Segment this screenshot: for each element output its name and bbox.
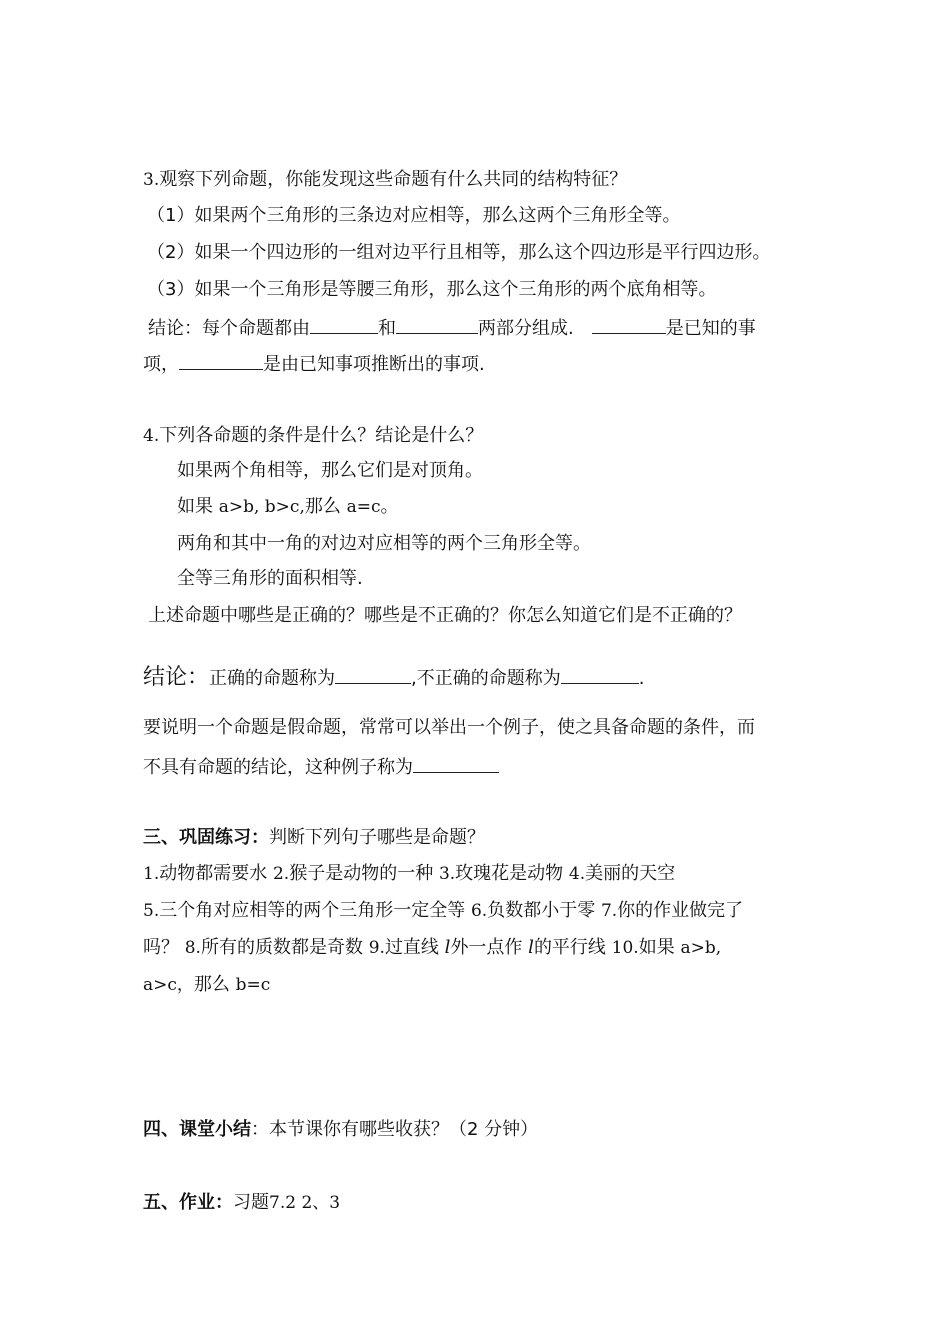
section4-followup: 上述命题中哪些是正确的？哪些是不正确的？你怎么知道它们是不正确的？ — [148, 605, 742, 626]
question-text: 动物都需要水 — [159, 863, 268, 884]
question-text: 外一点作 — [450, 937, 523, 958]
practice-line-3 — [143, 936, 721, 960]
conclusion-label: 结论： — [143, 665, 210, 690]
question-number: 4. — [568, 864, 586, 884]
section3-number: 3. — [143, 170, 160, 190]
math-expression: a>c， — [143, 975, 194, 995]
section3-conclusion — [148, 315, 756, 341]
section4-item-2 — [177, 495, 399, 519]
section4-conclusion — [143, 664, 644, 693]
question-number: 9. — [368, 938, 385, 958]
question-number: 5. — [143, 901, 160, 921]
conclusion-text: 正确的命题称为 — [209, 668, 336, 689]
question-text: 那么 — [193, 974, 230, 995]
math-expression: b=c — [235, 975, 271, 995]
conclusion-text: . — [638, 668, 645, 689]
section4-item-3: 两角和其中一角的对边对应相等的两个三角形全等。 — [177, 533, 591, 554]
question-text: 如果 — [638, 937, 675, 958]
section3-question-text: 观察下列命题，你能发现这些命题有什么共同的结构特征？ — [159, 169, 628, 190]
practice-prompt: 判断下列句子哪些是命题？ — [269, 827, 485, 848]
line-symbol: l — [528, 937, 534, 958]
fill-blank[interactable] — [335, 665, 411, 684]
section4-question-text: 下列各命题的条件是什么？结论是什么？ — [159, 425, 484, 446]
item-text: 如果 — [177, 496, 213, 517]
practice-line-1 — [143, 862, 675, 886]
math-expression: a>b, b>c, — [218, 497, 305, 517]
conclusion-text: 是由已知事项推断出的事项. — [263, 354, 485, 375]
conclusion-label: 结论： — [148, 318, 202, 339]
question-text: 猴子是动物的一种 — [289, 863, 434, 884]
conclusion-text: 是已知的事 — [665, 318, 756, 339]
math-expression: a=c — [346, 497, 381, 517]
fill-blank[interactable] — [396, 315, 478, 334]
conclusion-text: 和 — [378, 318, 396, 339]
section3-item-1 — [147, 204, 680, 228]
section4-question — [143, 424, 483, 448]
fill-blank[interactable] — [413, 754, 499, 773]
item-text: 如果一个三角形是等腰三角形，那么这个三角形的两个底角相等。 — [194, 279, 717, 300]
section4-explain-line1: 要说明一个命题是假命题，常常可以举出一个例子，使之具备命题的条件，而 — [143, 717, 755, 738]
question-text: 美丽的天空 — [585, 863, 676, 884]
question-text: 所有的质数都是奇数 — [200, 937, 363, 958]
summary-colon: ： — [251, 1119, 269, 1140]
homework-line — [143, 1191, 340, 1215]
homework-text: 习题 — [233, 1192, 269, 1213]
question-number: 10. — [611, 938, 639, 958]
math-expression: a>b, — [680, 938, 722, 958]
question-text: 你的作业做完了 — [617, 900, 744, 921]
section4-item-1: 如果两个角相等，那么它们是对顶角。 — [177, 460, 483, 481]
question-text: 负数都小于零 — [487, 900, 596, 921]
section3-conclusion-cont — [143, 351, 485, 377]
explain-text: 不具有命题的结论，这种例子称为 — [143, 757, 413, 778]
summary-time: （2 分钟） — [449, 1119, 539, 1140]
homework-reference: 7.2 2、3 — [269, 1193, 341, 1213]
item-text: 。 — [380, 496, 399, 517]
fill-blank[interactable] — [561, 665, 639, 684]
section3-question — [143, 168, 627, 192]
conclusion-text: 两部分组成. — [478, 318, 574, 339]
fill-blank[interactable] — [592, 315, 666, 334]
question-number: 3. — [438, 864, 456, 884]
practice-line-2 — [143, 899, 743, 923]
question-number: 8. — [184, 938, 201, 958]
conclusion-text: 每个命题都由 — [202, 318, 310, 339]
section3-item-2 — [147, 241, 770, 265]
summary-line — [143, 1118, 538, 1142]
item-text: 那么 — [304, 496, 341, 517]
section4-explain-line2 — [143, 754, 499, 780]
homework-heading: 五、作业： — [143, 1192, 233, 1213]
item-number: （3） — [147, 279, 195, 300]
item-number: （2） — [147, 242, 195, 263]
question-text: 玫瑰花是动物 — [455, 863, 564, 884]
section4-number: 4. — [143, 426, 160, 446]
fill-blank[interactable] — [179, 351, 263, 370]
question-number: 1. — [143, 864, 160, 884]
question-text: 过直线 — [384, 937, 439, 958]
line-symbol: l — [444, 937, 451, 958]
question-number: 6. — [470, 901, 488, 921]
item-text: 如果两个三角形的三条边对应相等，那么这两个三角形全等。 — [194, 205, 681, 226]
question-text: 吗？ — [143, 937, 179, 958]
summary-text: 本节课你有哪些收获？ — [269, 1119, 449, 1140]
section4-item-4: 全等三角形的面积相等. — [177, 568, 363, 589]
question-text: 的平行线 — [533, 937, 606, 958]
item-number: （1） — [147, 205, 195, 226]
practice-heading-line — [143, 826, 485, 850]
fill-blank[interactable] — [310, 315, 378, 334]
practice-heading: 三、巩固练习： — [143, 827, 269, 848]
question-text: 三个角对应相等的两个三角形一定全等 — [159, 900, 466, 921]
item-text: 如果一个四边形的一组对边平行且相等，那么这个四边形是平行四边形。 — [194, 242, 771, 263]
conclusion-text: ,不正确的命题称为 — [411, 668, 561, 689]
summary-heading: 四、课堂小结 — [143, 1119, 251, 1140]
conclusion-text: 项， — [143, 354, 179, 375]
question-number: 7. — [600, 901, 618, 921]
section3-item-3 — [147, 278, 716, 302]
question-number: 2. — [272, 864, 290, 884]
practice-line-4 — [143, 973, 270, 997]
